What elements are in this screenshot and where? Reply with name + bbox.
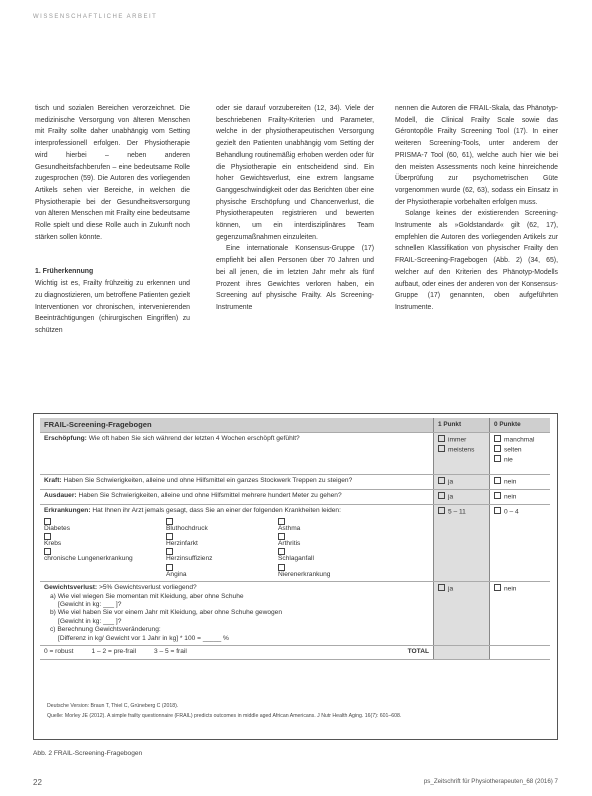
checkbox-icon <box>438 507 445 514</box>
paragraph: Solange keines der existierenden Screening-Instrumente als »Goldstandard« gilt (62, 17), empfehlen die Autoren des vorliegenden Artikels zur schnellen Klassifikation von physischer Frailty den FRAIL-Screening-Fragebogen (Abb. 2) (34, 65), welcher auf den Kriterien des Phänotyp-Modells aufbaut, oder eines der anderen von der Konsensus-Gruppe (17) genannten, oben aufgeführten Instrumente. <box>395 210 558 311</box>
checkbox-icon <box>44 548 51 555</box>
table-row-ambulation <box>40 490 550 505</box>
option-5-11[interactable]: 5 – 11 <box>438 507 485 517</box>
checkbox-icon <box>278 533 285 540</box>
checkbox-icon <box>166 564 173 571</box>
text-column-1 <box>35 103 190 337</box>
total-label: TOTAL <box>407 648 429 656</box>
row-question: Hat Ihnen ihr Arzt jemals gesagt, dass Sie an einer der folgenden Krankheiten leiden: <box>92 507 341 515</box>
weight-fill-b[interactable]: [Gewicht in kg: ___ ]? <box>58 617 122 625</box>
table-row-fatigue <box>40 433 550 475</box>
weight-question-b: b) Wie viel haben Sie vor einem Jahr mit Kleidung, aber ohne Schuhe gewogen <box>50 609 283 617</box>
checkbox-icon <box>278 518 285 525</box>
disease-item[interactable]: Herzinfarkt <box>166 533 278 548</box>
row-label: Gewichtsverlust: <box>44 584 98 592</box>
checkbox-icon <box>494 507 501 514</box>
disease-item[interactable]: Angina <box>166 564 278 579</box>
paragraph: Wichtig ist es, Frailty frühzeitig zu erkennen und zu diagnostizieren, um betroffene Patienten gezielt Interventionen vor chronischen, intervenierenden Beeinträchtigungen (chirurgischen Eingriffen) zu schützen <box>35 280 190 334</box>
disease-checklist <box>44 518 429 580</box>
option-always[interactable]: immer <box>438 435 485 445</box>
column-header-0-points: 0 Punkte <box>490 418 551 433</box>
row-label: Kraft: <box>44 477 62 485</box>
disease-item[interactable]: Nierenerkrankung <box>278 564 408 579</box>
disease-item[interactable]: Diabetes <box>44 518 166 533</box>
weight-question-c: c) Berechnung Gewichtsveränderung: <box>50 626 161 634</box>
legend-frail: 3 – 5 = frail <box>154 648 187 656</box>
paragraph: oder sie darauf vorzubereiten (12, 34). Viele der beschriebenen Frailty-Kriterien und Parameter, welche in der physiotherapeutischen Versorgung gezielt den Patienten unabhängig vom Setting der Behandlung routinemäßig erhoben werden oder für die Physiotherapie ein entscheidend sind. Ein hoher Gewichtsverlust, eine extrem langsame Ganggeschwindigkeit oder das Berichten über eine physische Erschöpfung und Chancenverlust, die Physiotherapeuten registrieren und bewerten können, um ein interdisziplinäres Team gegenzumaßnahmen einzuleiten. <box>216 105 374 241</box>
column-header-1-point: 1 Punkt <box>434 418 490 433</box>
disease-item[interactable]: Bluthochdruck <box>166 518 278 533</box>
total-score-cell-0[interactable] <box>490 646 551 659</box>
checkbox-icon <box>278 564 285 571</box>
option-0-4[interactable]: 0 – 4 <box>494 507 546 517</box>
option-sometimes[interactable]: manchmal <box>494 435 546 445</box>
table-row-legend <box>40 646 550 659</box>
weight-fill-a[interactable]: [Gewicht in kg: ___ ]? <box>58 601 122 609</box>
option-no[interactable]: nein <box>494 492 546 502</box>
legend-prefrail: 1 – 2 = pre-frail <box>91 648 137 656</box>
row-label: Ausdauer: <box>44 492 77 500</box>
checkbox-icon <box>494 455 501 462</box>
option-yes[interactable]: ja <box>438 477 485 487</box>
text-column-3 <box>395 103 558 314</box>
row-question: Haben Sie Schwierigkeiten, alleine und ohne Hilfsmittel ein ganzes Stockwerk Treppen zu steigen? <box>63 477 353 485</box>
checkbox-icon <box>438 435 445 442</box>
section-heading: 1. Früherkennung <box>35 268 94 276</box>
checkbox-icon <box>166 533 173 540</box>
checkbox-icon <box>166 548 173 555</box>
row-question: Wie oft haben Sie sich während der letzten 4 Wochen erschöpft gefühlt? <box>88 435 300 443</box>
checkbox-icon <box>44 533 51 540</box>
checkbox-icon <box>494 445 501 452</box>
checkbox-icon <box>438 445 445 452</box>
total-score-cell-1[interactable] <box>434 646 490 659</box>
frail-questionnaire-table <box>40 418 550 660</box>
option-yes[interactable]: ja <box>438 492 485 502</box>
checkbox-icon <box>438 477 445 484</box>
table-row-illness <box>40 505 550 582</box>
table-row-resistance <box>40 475 550 490</box>
weight-formula[interactable]: [Differenz in kg/ Gewicht vor 1 Jahr in kg] * 100 = _____ % <box>58 634 229 642</box>
checkbox-icon <box>494 492 501 499</box>
score-legend <box>44 648 429 656</box>
row-question: >5% Gewichtsverlust vorliegend? <box>98 584 197 592</box>
checkbox-icon <box>166 518 173 525</box>
checkbox-icon <box>494 435 501 442</box>
disease-item[interactable]: Schlaganfall <box>278 548 408 563</box>
weight-question-a: a) Wie viel wiegen Sie momentan mit Kleidung, aber ohne Schuhe <box>50 592 244 600</box>
checkbox-icon <box>278 548 285 555</box>
disease-item[interactable]: Herzinsuffizienz <box>166 548 278 563</box>
checkbox-icon <box>494 584 501 591</box>
disease-item[interactable]: chronische Lungenerkrankung <box>44 548 166 563</box>
disease-item[interactable]: Krebs <box>44 533 166 548</box>
journal-footer: ps_Zeitschrift für Physiotherapeuten_68 (2016) 7 <box>423 778 558 785</box>
paragraph: nennen die Autoren die FRAIL-Skala, das Phänotyp-Modell, die Clinical Frailty Scale sowie das Gérontopôle Frailty Screening Tool (17). In einer weiteren Screening-Tools, unter anderem der PRISMA-7 Tool (60, 61), welche auch hier wie bei den meisten Assessments noch keine hinreichende Überprüfung zur psychometrischen Güte vorgenommen wurde (62, 63), sodass ein Einsatz in der Physiotherapie vorbehalten erfolgen muss. <box>395 105 558 206</box>
option-yes[interactable]: ja <box>438 584 485 594</box>
page-number: 22 <box>33 778 42 787</box>
text-column-2 <box>216 103 374 314</box>
running-head: WISSENSCHAFTLICHE ARBEIT <box>33 14 158 20</box>
disease-item[interactable]: Asthma <box>278 518 408 533</box>
disease-item[interactable]: Arthritis <box>278 533 408 548</box>
legend-robust: 0 = robust <box>44 648 74 656</box>
table-header-row <box>40 418 550 433</box>
checkbox-icon <box>44 518 51 525</box>
row-label: Erschöpfung: <box>44 435 87 443</box>
paragraph: tisch und sozialen Bereichen verorzeichnet. Die medizinische Versorgung von älteren Menschen mit Frailty sollte daher unabhängig vom Setting interprofessionell erfolgen. Der Physiotherapie wird hierbei – neben anderen Gesundheitsfachberufen – eine bedeutsame Rolle zugesprochen (59). Die Autoren des vorliegenden Artikels sehen vier Bereiche, in welchen die Physiotherapie bei der Gesundheitsversorgung von älteren Menschen mit Frailty eine bedeutsame Rolle spielt und diese Rolle auch in Zukunft noch stärken sollen könnte. <box>35 105 190 241</box>
option-no[interactable]: nein <box>494 477 546 487</box>
source-line-german-version: Deutsche Version: Braun T, Thiel C, Grüneberg C (2018). <box>47 703 179 709</box>
option-rarely[interactable]: selten <box>494 445 546 455</box>
source-line-reference: Quelle: Morley JE (2012). A simple frailty questionnaire (FRAIL) predicts outcomes in middle aged African Americans. J Nutr Health Aging. 16(7): 601–608. <box>47 712 402 719</box>
option-mostly[interactable]: meistens <box>438 445 485 455</box>
option-no[interactable]: nein <box>494 584 546 594</box>
checkbox-icon <box>438 492 445 499</box>
table-row-weight-loss <box>40 582 550 646</box>
table-title: FRAIL-Screening-Fragebogen <box>40 418 434 433</box>
paragraph: Eine internationale Konsensus-Gruppe (17) empfiehlt bei allen Personen über 70 Jahren und bei all jenen, die im letzten Jahr mehr als fünf Prozent ihres Gewichtes verloren haben, ein Screening auf physische Frailty. Als Screening-Instrumente <box>216 245 374 311</box>
row-label: Erkrankungen: <box>44 507 91 515</box>
checkbox-icon <box>438 584 445 591</box>
checkbox-icon <box>494 477 501 484</box>
figure-source <box>47 702 547 721</box>
row-question: Haben Sie Schwierigkeiten, alleine und ohne Hilfsmittel mehrere hundert Meter zu gehen? <box>78 492 342 500</box>
option-never[interactable]: nie <box>494 455 546 465</box>
figure-caption: Abb. 2 FRAIL-Screening-Fragebogen <box>33 750 143 757</box>
